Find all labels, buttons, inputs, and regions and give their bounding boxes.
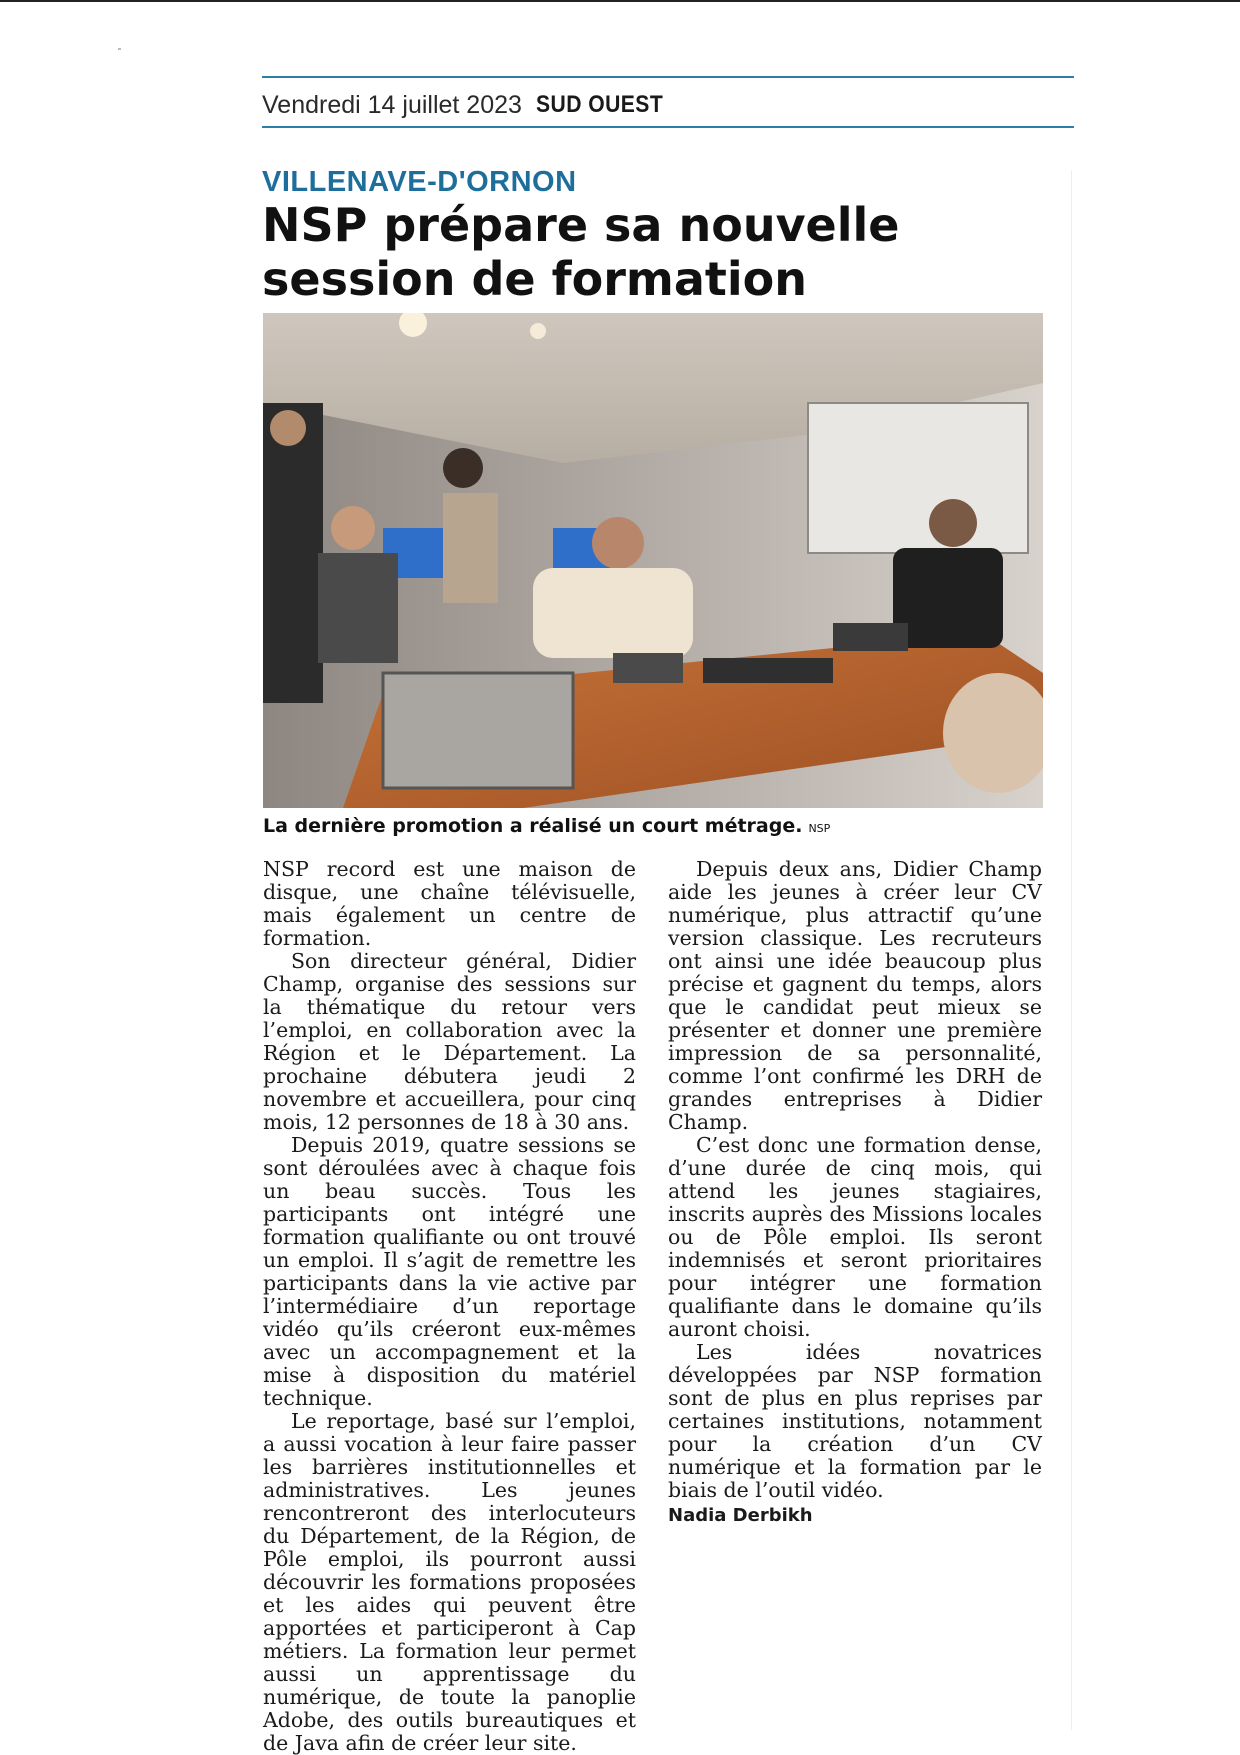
newspaper-header bbox=[262, 88, 1074, 122]
caption-text: La dernière promotion a réalisé un court métrage. bbox=[263, 815, 803, 837]
classroom-photo-illustration bbox=[263, 313, 1043, 808]
scan-mark bbox=[118, 48, 121, 50]
article-column-right bbox=[668, 858, 1042, 1527]
article-paragraph: Depuis 2019, quatre sessions se sont déroulées avec à chaque fois un beau succès. Tous les participants ont intégré une formation qualifiante ou ont trouvé un emploi. Il s’agit de remettre les participants dans la vie active par l’intermédiaire d’un reportage vidéo qu’ils créeront eux-mêmes avec un accompagnement et la mise à disposition du matériel technique. bbox=[263, 1133, 636, 1410]
article-photo bbox=[263, 313, 1043, 808]
photo-caption bbox=[263, 815, 1043, 837]
article-paragraph: C’est donc une formation dense, d’une durée de cinq mois, qui attend les jeunes stagiaires, inscrits auprès des Missions locales ou de Pôle emploi. Ils seront indemnisés et seront prioritaires pour intégrer une formation qualifiante dans le domaine qu’ils auront choisi. bbox=[668, 1133, 1042, 1341]
scan-edge bbox=[1071, 170, 1072, 1730]
article-paragraph: NSP record est une maison de disque, une chaîne télévisuelle, mais également un centre de formation. bbox=[263, 857, 636, 950]
author-signature: Nadia Derbikh bbox=[668, 1505, 813, 1526]
scan-top-border bbox=[0, 0, 1240, 2]
publication-date: Vendredi 14 juillet 2023 bbox=[262, 90, 522, 119]
header-bottom-rule bbox=[262, 126, 1074, 128]
article-headline: NSP prépare sa nouvelle session de formation bbox=[262, 198, 900, 306]
article-paragraph: Son directeur général, Didier Champ, organise des sessions sur la thématique du retour vers l’emploi, en collaboration avec la Région et le Département. La prochaine débutera jeudi 2 novembre et accueillera, pour cinq mois, 12 personnes de 18 à 30 ans. bbox=[263, 949, 636, 1134]
header-top-rule bbox=[262, 76, 1074, 78]
photo-credit: NSP bbox=[808, 822, 831, 835]
article-column-left bbox=[263, 858, 636, 1755]
article-kicker: VILLENAVE-D'ORNON bbox=[262, 166, 577, 198]
newspaper-name: SUD OUEST bbox=[535, 91, 664, 118]
article-paragraph: Les idées novatrices développées par NSP formation sont de plus en plus reprises par certaines institutions, notamment pour la création d’un CV numérique et la formation par le biais de l’outil vidéo. bbox=[668, 1340, 1042, 1502]
article-paragraph: Le reportage, basé sur l’emploi, a aussi vocation à leur faire passer les barrières institutionnelles et administratives. Les jeunes rencontreront des interlocuteurs du Département, de la Région, de Pôle emploi, ils pourront aussi découvrir les formations proposées et les aides qui peuvent être apportées et participeront à Cap métiers. La formation leur permet aussi un apprentissage du numérique, de toute la panoplie Adobe, des outils bureautiques et de Java afin de créer leur site. bbox=[263, 1409, 636, 1755]
article-paragraph: Depuis deux ans, Didier Champ aide les jeunes à créer leur CV numérique, plus attractif qu’une version classique. Les recruteurs ont ainsi une idée beaucoup plus précise et gagnent du temps, alors que le candidat peut mieux se présenter et donner une première impression de sa personnalité, comme l’ont confirmé les DRH de grandes entreprises à Didier Champ. bbox=[668, 857, 1042, 1134]
